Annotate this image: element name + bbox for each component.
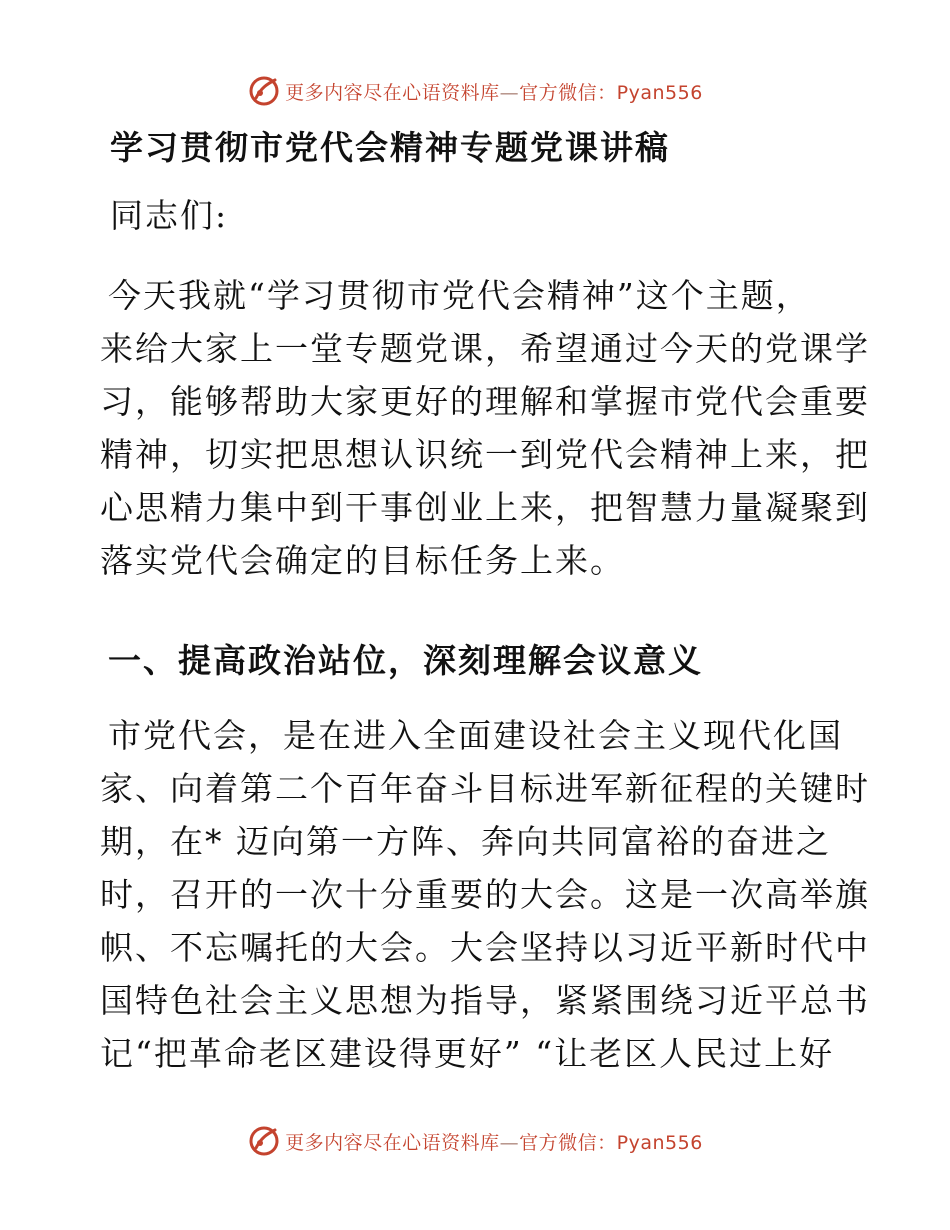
text-line: 市党代会，是在进入全面建设社会主义现代化国 [108, 716, 843, 755]
text-line: 记“把革命老区建设得更好” “让老区人民过上好 [100, 1034, 835, 1073]
text-line: 帜、不忘嘱托的大会。大会坚持以习近平新时代中 [100, 928, 870, 967]
watermark-footer [0, 1124, 950, 1158]
text-line: 心思精力集中到干事创业上来，把智慧力量凝聚到 [100, 488, 870, 527]
text-line: 精神，切实把思想认识统一到党代会精神上来，把 [100, 435, 870, 474]
text-line: 国特色社会主义思想为指导，紧紧围绕习近平总书 [100, 981, 870, 1020]
watermark-text: 更多内容尽在心语资料库—官方微信：Pyan556 [285, 1131, 703, 1154]
brush-logo-icon [247, 1124, 281, 1158]
section-heading: 一、提高政治站位，深刻理解会议意义 [108, 641, 703, 680]
brush-logo-icon [247, 74, 281, 108]
watermark-text: 更多内容尽在心语资料库—官方微信：Pyan556 [285, 81, 703, 104]
greeting: 同志们: [110, 196, 229, 235]
text-line: 今天我就“学习贯彻市党代会精神”这个主题， [108, 276, 811, 315]
text-line: 期，在* 迈向第一方阵、奔向共同富裕的奋进之 [100, 822, 831, 861]
intro-paragraph [100, 269, 870, 587]
text-line: 落实党代会确定的目标任务上来。 [100, 541, 625, 580]
section-paragraph [100, 709, 870, 1080]
text-line: 习，能够帮助大家更好的理解和掌握市党代会重要 [100, 382, 870, 421]
document-title: 学习贯彻市党代会精神专题党课讲稿 [110, 128, 670, 167]
text-line: 家、向着第二个百年奋斗目标进军新征程的关键时 [100, 769, 870, 808]
text-line: 来给大家上一堂专题党课，希望通过今天的党课学 [100, 329, 870, 368]
watermark-header [0, 74, 950, 108]
text-line: 时，召开的一次十分重要的大会。这是一次高举旗 [100, 875, 870, 914]
